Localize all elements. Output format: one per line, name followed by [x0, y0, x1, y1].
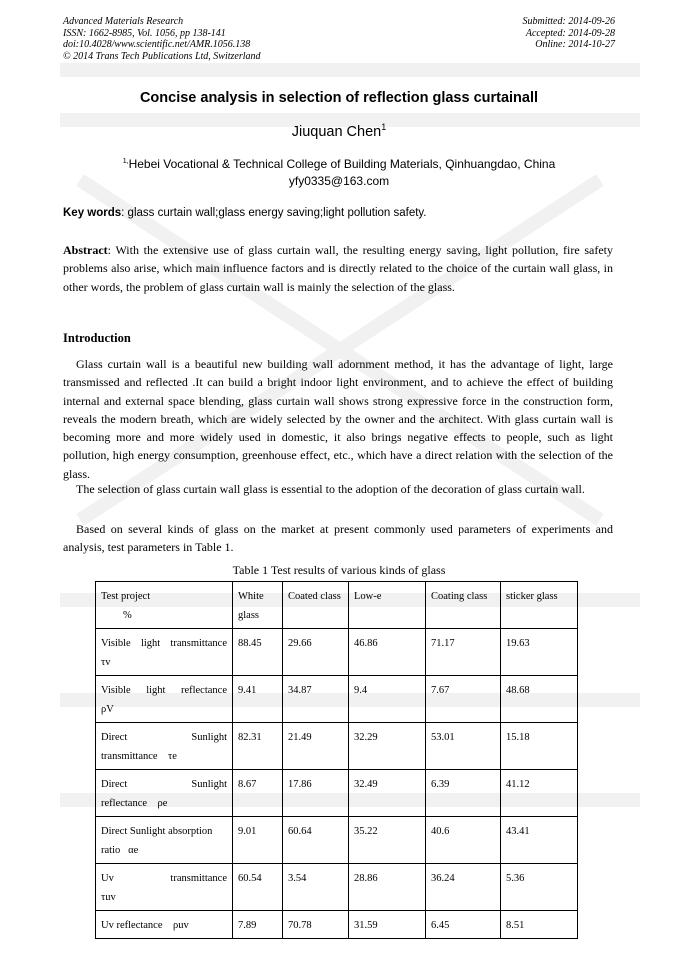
row-symbol: reflectance ρe [101, 798, 168, 809]
row-label: Direct Sunlight absorption [101, 826, 213, 837]
table-cell: 3.54 [283, 864, 349, 911]
table-cell: 8.51 [501, 911, 578, 939]
affiliation-mark: 1, [122, 158, 129, 165]
table-cell: 9.41 [233, 676, 283, 723]
table-cell: 60.54 [233, 864, 283, 911]
abstract-label: Abstract [63, 243, 108, 257]
row-label-cell [96, 911, 233, 939]
row-label-cell [96, 770, 233, 817]
table-caption: Table 1 Test results of various kinds of glass [232, 563, 446, 577]
header-project-label: Test project [101, 591, 151, 602]
row-label: Uv transmittance [101, 873, 227, 884]
abstract-text: : With the extensive use of glass curtain wall, the resulting energy saving, light pollution, fire safety problems also arise, which main influence factors and is directly related to the choice of the curtain wall glass, in other words, the problem of glass curtain wall is mainly the selection of the glass. [63, 243, 613, 294]
row-label-cell [96, 817, 233, 864]
author-mark: 1 [381, 122, 387, 132]
table-cell: 32.49 [349, 770, 426, 817]
journal-header [63, 16, 261, 62]
table-cell: 7.67 [426, 676, 501, 723]
row-label-cell [96, 676, 233, 723]
row-symbol: τv [101, 657, 111, 668]
table-row [96, 629, 578, 676]
table-cell: 28.86 [349, 864, 426, 911]
journal-name: Advanced Materials Research [63, 16, 184, 27]
table-cell: 31.59 [349, 911, 426, 939]
copyright-line: © 2014 Trans Tech Publications Ltd, Switzerland [63, 50, 261, 62]
accepted-date: Accepted: 2014-09-28 [525, 27, 615, 39]
affiliation [0, 153, 678, 190]
table-row [96, 864, 578, 911]
table-cell: 19.63 [501, 629, 578, 676]
table-header-row [96, 582, 578, 629]
intro-paragraph-1: Glass curtain wall is a beautiful new building wall adornment method, it has the advantage of light, large transmissed and reflected .It can build a bright indoor light environment, and to achieve the effect of building internal and external space blending, glass curtain wall shows strong expressive force in the construction form, reveals the modern breath, which are widely selected by the owner and the architect. With glass curtain wall is becoming more and more widely used in domestic, it also brings negative effects to people, such as light pollution, high energy consumption, greenhouse effect, etc., which have a direct relation with the selection of the glass. [63, 357, 613, 481]
online-date: Online: 2014-10-27 [535, 39, 615, 50]
table-cell: 6.39 [426, 770, 501, 817]
table-cell: 46.86 [349, 629, 426, 676]
table-cell: 15.18 [501, 723, 578, 770]
row-symbol: τuv [101, 892, 116, 903]
table-row [96, 770, 578, 817]
table-cell: 48.68 [501, 676, 578, 723]
table-cell: 21.49 [283, 723, 349, 770]
keywords-text: : glass curtain wall;glass energy saving;light pollution safety. [121, 207, 427, 219]
table-cell: 29.66 [283, 629, 349, 676]
table-cell: 34.87 [283, 676, 349, 723]
table-cell: 9.01 [233, 817, 283, 864]
table-cell: 5.36 [501, 864, 578, 911]
row-label-cell [96, 864, 233, 911]
table-cell: 32.29 [349, 723, 426, 770]
table-cell: 41.12 [501, 770, 578, 817]
table-cell: 71.17 [426, 629, 501, 676]
table-cell: 36.24 [426, 864, 501, 911]
table-row [96, 676, 578, 723]
header-cell: Coated class [283, 582, 349, 629]
table-cell: 35.22 [349, 817, 426, 864]
header-cell: Low-e [349, 582, 426, 629]
submitted-date: Submitted: 2014-09-26 [522, 16, 615, 27]
row-symbol: transmittance τe [101, 751, 177, 762]
row-label: Uv reflectance ρuv [101, 920, 189, 931]
keywords [63, 207, 427, 219]
row-label: Direct Sunlight [101, 732, 227, 743]
issn-line: ISSN: 1662-8985, Vol. 1056, pp 138-141 [63, 27, 226, 39]
row-label-cell [96, 723, 233, 770]
table-cell: 82.31 [233, 723, 283, 770]
glass-test-results-table [95, 581, 578, 939]
affiliation-text: Hebei Vocational & Technical College of Building Materials, Qinhuangdao, China [128, 157, 556, 171]
keywords-label: Key words [63, 207, 122, 219]
doi-line: doi:10.4028/www.scientific.net/AMR.1056.138 [63, 39, 251, 50]
table-cell: 60.64 [283, 817, 349, 864]
intro-paragraph-2: The selection of glass curtain wall glass is essential to the adoption of the decoration of glass curtain wall. [76, 482, 585, 496]
table-cell: 8.67 [233, 770, 283, 817]
table-cell: 53.01 [426, 723, 501, 770]
row-label: Visible light reflectance [101, 685, 227, 696]
header-cell-project [96, 582, 233, 629]
header-cell: sticker glass [501, 582, 578, 629]
header-cell: Coating class [426, 582, 501, 629]
row-label: Direct Sunlight [101, 779, 227, 790]
row-label-cell [96, 629, 233, 676]
table-row [96, 911, 578, 939]
table-cell: 40.6 [426, 817, 501, 864]
header-unit: % [123, 610, 132, 621]
section-heading-introduction: Introduction [63, 331, 131, 345]
table-cell: 7.89 [233, 911, 283, 939]
table-cell: 70.78 [283, 911, 349, 939]
row-label: Visible light transmittance [101, 638, 227, 649]
table-cell: 9.4 [349, 676, 426, 723]
header-cell: White glass [233, 582, 283, 629]
author-email: yfy0335@163.com [288, 174, 390, 188]
table-cell: 6.45 [426, 911, 501, 939]
table-row [96, 817, 578, 864]
author-name: Jiuquan Chen [291, 124, 382, 140]
table-row [96, 723, 578, 770]
abstract [63, 241, 613, 296]
author-line [0, 122, 678, 140]
paper-title: Concise analysis in selection of reflection glass curtainall [139, 90, 539, 106]
intro-paragraph-3: Based on several kinds of glass on the market at present commonly used parameters of experiments and analysis, test parameters in Table 1. [63, 522, 613, 555]
row-symbol: ρV [101, 704, 114, 715]
row-symbol: ratio αe [101, 845, 139, 856]
table-cell: 43.41 [501, 817, 578, 864]
dates-header [523, 16, 616, 51]
table-cell: 88.45 [233, 629, 283, 676]
table-cell: 17.86 [283, 770, 349, 817]
